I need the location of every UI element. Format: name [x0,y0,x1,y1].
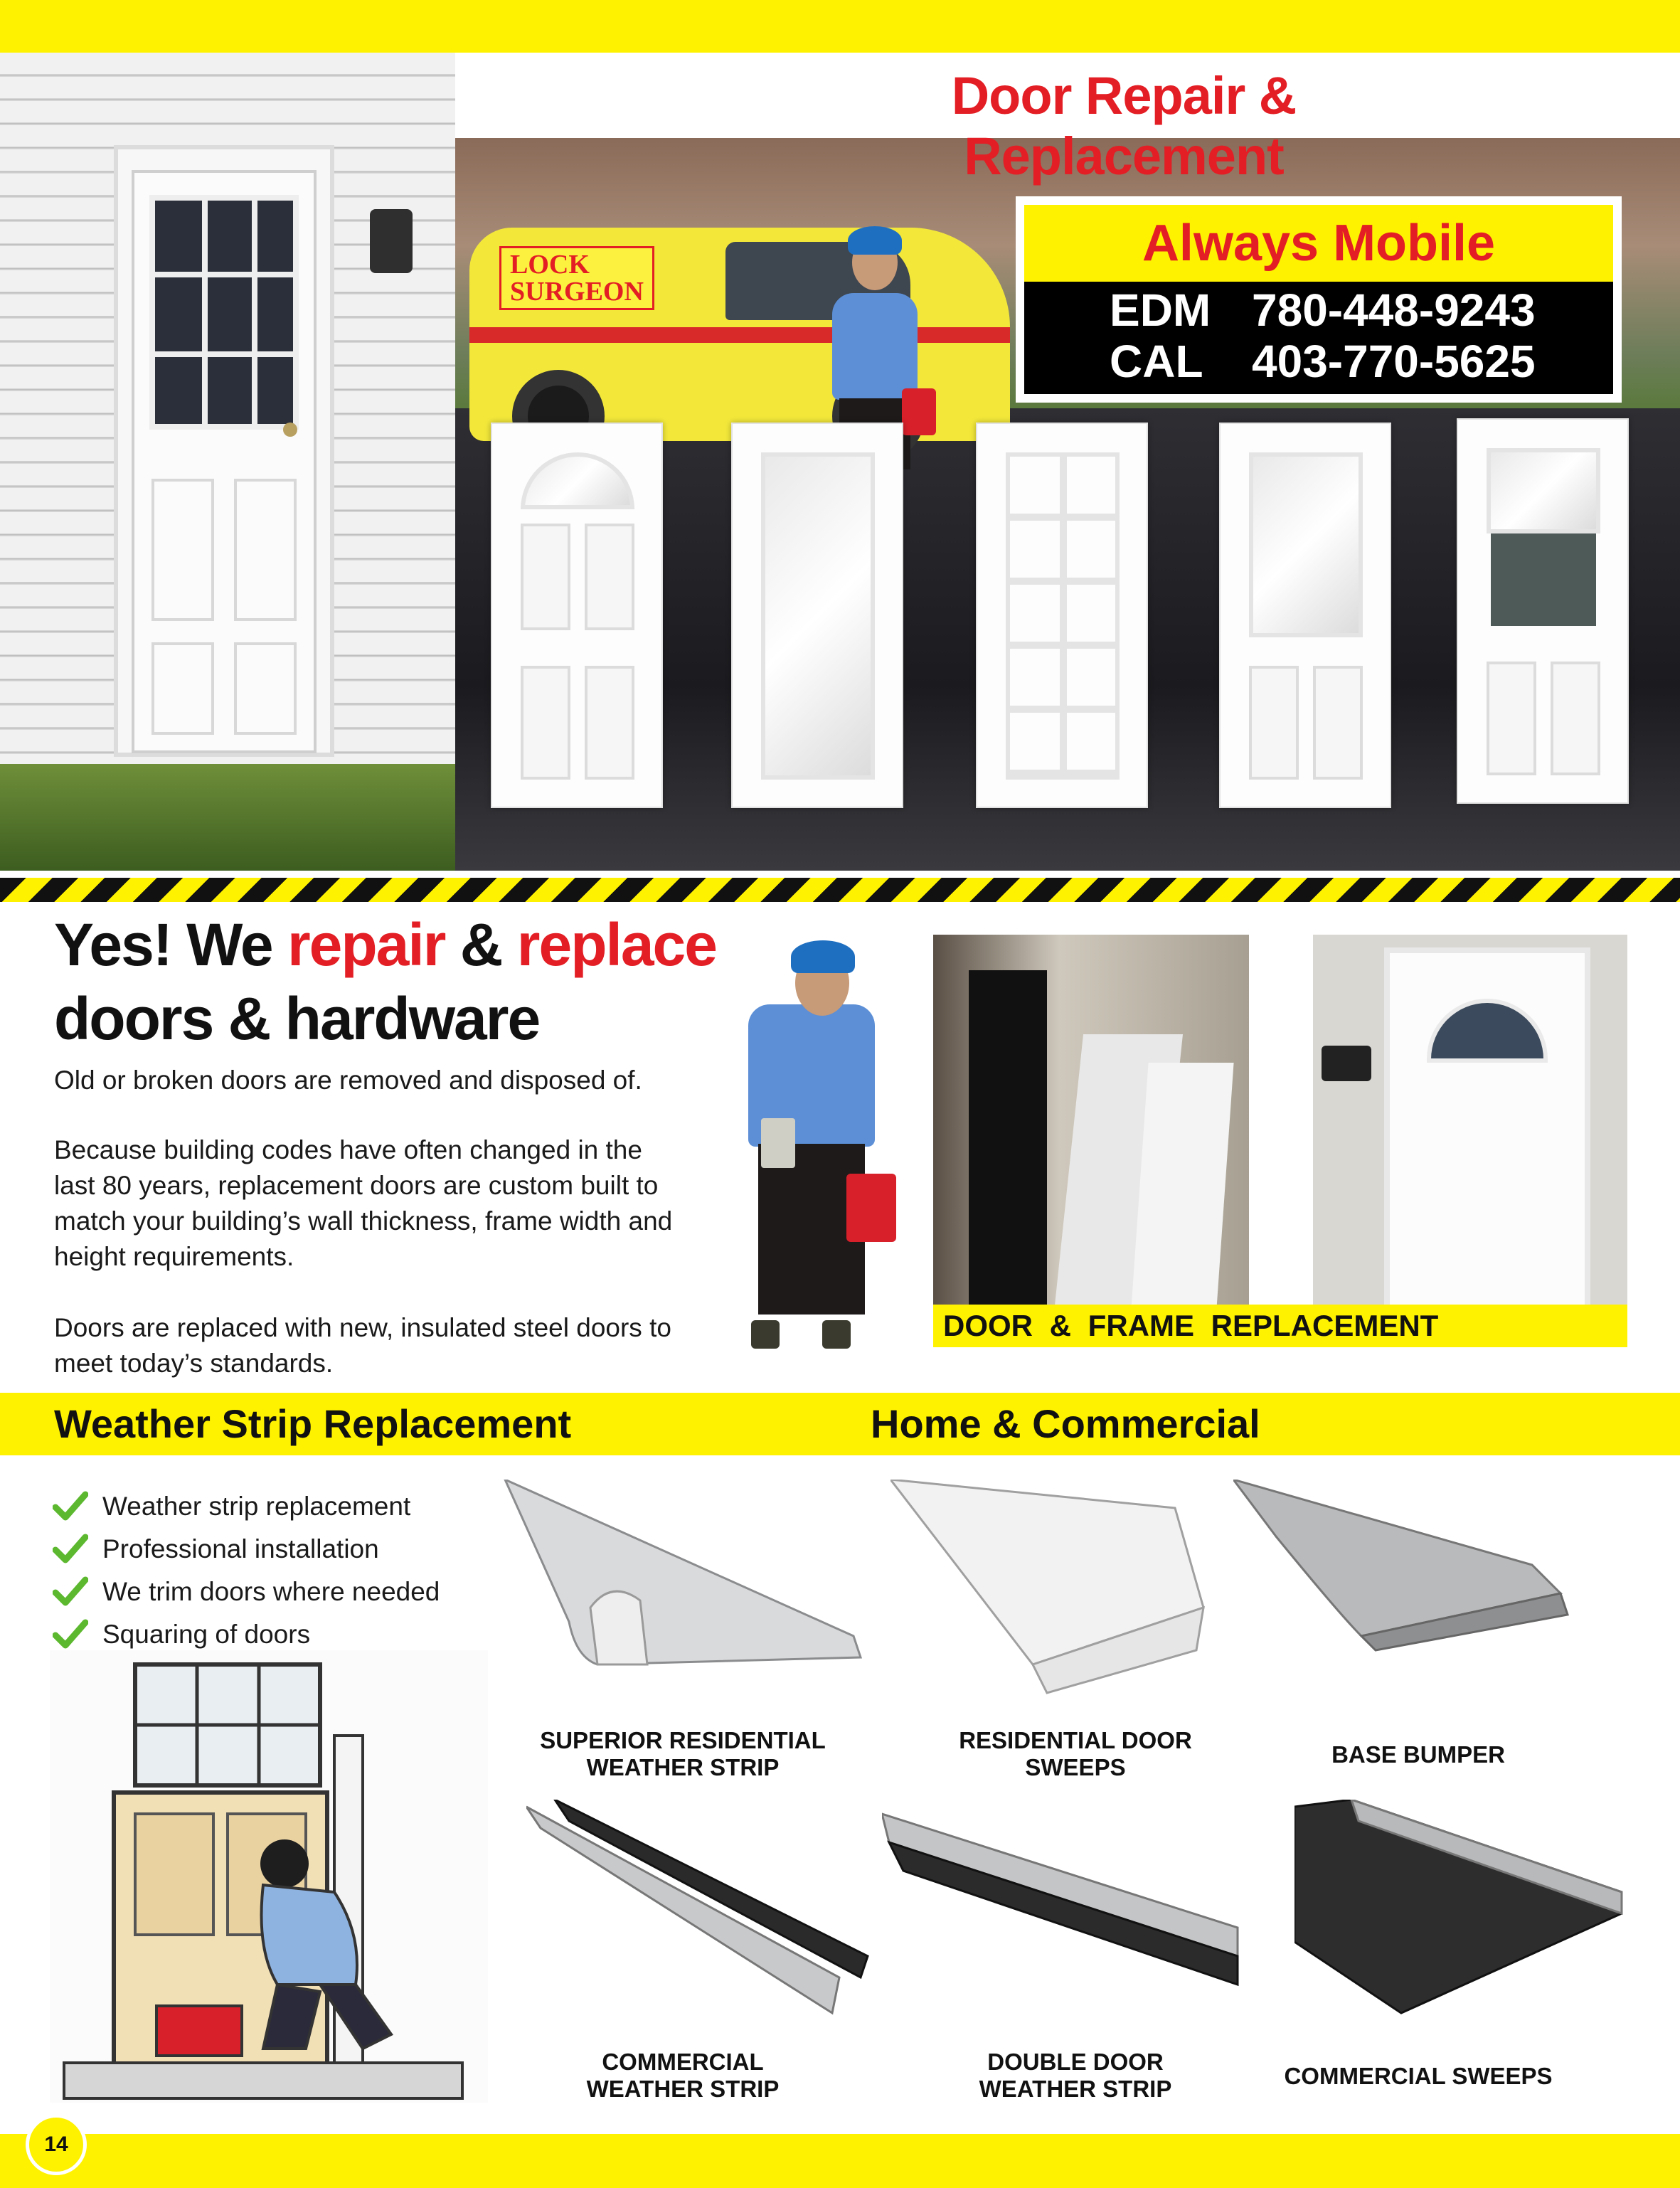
checkmark-icon [53,1489,88,1524]
hazard-stripe-divider [0,878,1680,902]
intro-paragraph-2: Because building codes have often changed in the last 80 years, replacement doors are custom built to match your building’s wall thickness, frame width and height requirements. [54,1135,673,1271]
wall-lamp [370,209,413,273]
lawn [0,764,455,871]
lock-surgeon-logo [499,246,654,310]
intro-paragraph-3: Doors are replaced with new, insulated steel doors to meet today’s standards. [54,1313,671,1378]
door-installer-illustration [50,1650,488,2103]
checklist-item: We trim doors where needed [53,1571,440,1613]
always-mobile-title: Always Mobile [1142,215,1496,272]
old-door-removal-photo [933,935,1249,1316]
commercial-sweeps-image [1294,1800,1664,2034]
checkmark-icon [53,1531,88,1567]
intro-heading-line-2: doors & hardware [54,985,540,1052]
door-knob [283,423,297,437]
door-style-fan-lite [491,423,663,808]
product-label: SUPERIOR RESIDENTIAL WEATHER STRIP [540,1727,826,1780]
checklist-item: Weather strip replacement [53,1485,410,1528]
product-label: BASE BUMPER [1331,1741,1505,1768]
checkmark-icon [53,1617,88,1652]
checklist-item: Professional installation [53,1528,379,1571]
intro-heading-line-1: Yes! We repair & replace [54,911,716,978]
phone-number-edm[interactable]: 780-448-9243 [1252,285,1536,336]
checkmark-icon [53,1574,88,1610]
photo-caption: DOOR & FRAME REPLACEMENT [943,1309,1439,1342]
checklist-item: Squaring of doors [53,1613,310,1656]
weather-strip-heading: Weather Strip Replacement [54,1401,572,1446]
intro-paragraph-1: Old or broken doors are removed and disposed of. [54,1066,642,1095]
door-style-grid-lite [976,423,1148,808]
logo-line-2: SURGEON [510,277,644,307]
product-label: COMMERCIAL WEATHER STRIP [586,2049,780,2102]
door-style-blind-lite [1457,418,1629,804]
new-door-installed-photo [1313,935,1627,1316]
bottom-yellow-band [0,2134,1680,2188]
product-label: DOUBLE DOOR WEATHER STRIP [979,2049,1172,2102]
logo-line-1: LOCK [510,250,590,280]
door-style-half-lite [1219,423,1391,808]
base-bumper-image [1233,1480,1603,1714]
home-commercial-heading: Home & Commercial [871,1401,1260,1446]
commercial-weather-strip-image [526,1800,896,2034]
door-style-full-lite [731,423,903,808]
van-stripe [469,327,1010,343]
product-label: RESIDENTIAL DOOR SWEEPS [959,1727,1192,1780]
page-number: 14 [44,2133,68,2156]
superior-residential-weather-strip-image [498,1480,868,1714]
residential-door-sweep-image [890,1480,1260,1714]
page-title: Door Repair & Replacement [951,66,1297,186]
phone-city-cal: CAL [1110,336,1203,387]
top-yellow-band [0,0,1680,53]
phone-city-edm: EDM [1110,285,1211,336]
phone-number-cal[interactable]: 403-770-5625 [1252,336,1536,387]
double-door-weather-strip-image [882,1800,1252,2034]
product-label: COMMERCIAL SWEEPS [1284,2063,1553,2089]
side-door-window [149,195,299,430]
